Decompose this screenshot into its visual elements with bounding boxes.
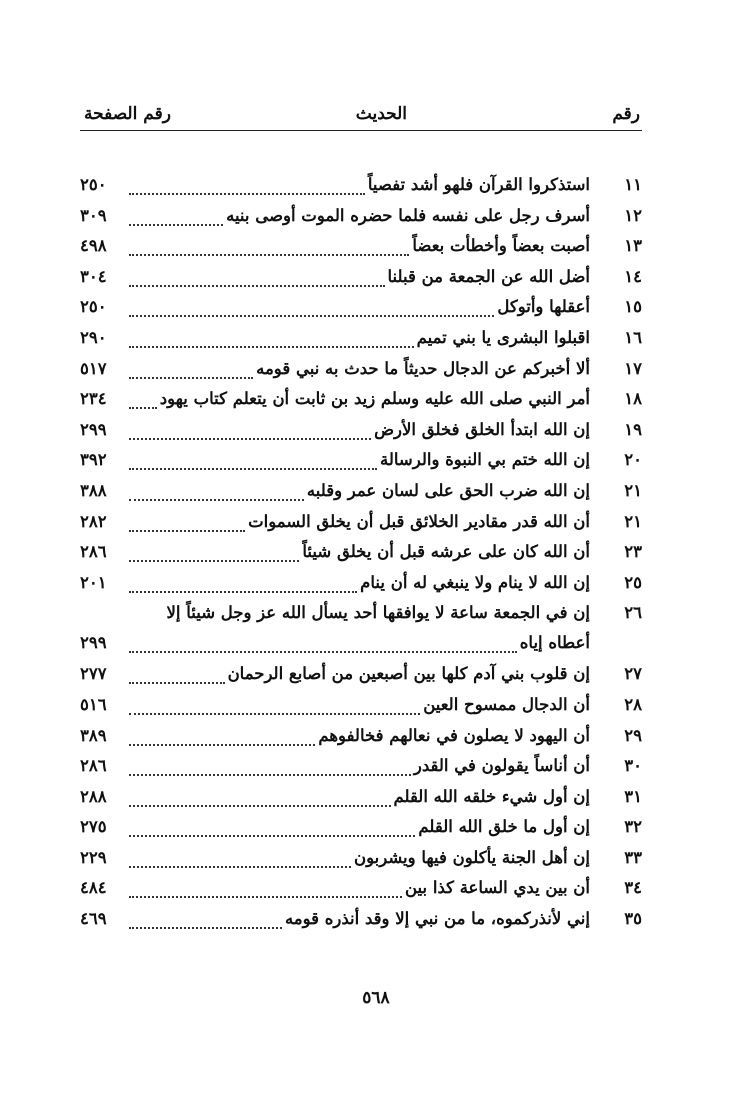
index-row (80, 659, 642, 690)
hadith-text: أن الدجال ممسوح العين (423, 694, 590, 714)
hadith-number: ٣٢ (624, 817, 642, 837)
page-ref: ٢٧٥ (80, 817, 107, 837)
index-row (80, 904, 642, 935)
hadith-number: ١١ (624, 175, 642, 194)
row-body (80, 659, 590, 689)
header-hadith-label: الحديث (355, 104, 407, 124)
page-ref: ٢٨٨ (80, 786, 107, 806)
page-ref: ٣٠٤ (80, 266, 107, 286)
page-ref: ٢٢٩ (80, 847, 107, 867)
hadith-number: ٢٠ (624, 450, 642, 470)
page-number: ٥٦٨ (362, 988, 390, 1008)
hadith-text: أن اليهود لا يصلون في نعالهم فخالفوهم (318, 725, 590, 745)
hadith-text: ألا أخبركم عن الدجال حديثاً ما حدث به نبي قومه (256, 358, 590, 378)
dot-leader (129, 485, 304, 501)
index-row (80, 598, 642, 659)
hadith-number: ١٤ (624, 266, 642, 286)
hadith-number: ٢٩ (624, 725, 642, 745)
index-row (80, 751, 642, 782)
index-row (80, 873, 642, 904)
hadith-text-line1: إن في الجمعة ساعة لا يوافقها أحد يسأل الله عز وجل شيئاً إلا (166, 603, 590, 623)
hadith-number: ٣٣ (624, 847, 642, 867)
dot-leader (129, 791, 391, 807)
dot-leader (129, 760, 411, 776)
header-page-label: رقم الصفحة (84, 104, 171, 124)
row-body (80, 292, 590, 322)
page-ref: ٢٩٩ (80, 419, 107, 439)
dot-leader (129, 730, 315, 746)
row-body (80, 873, 590, 903)
dot-leader (129, 393, 157, 409)
index-row (80, 170, 642, 201)
hadith-text: إني لأنذركموه، ما من نبي إلا وقد أنذره قومه (284, 909, 590, 929)
page-ref: ٣٨٨ (80, 480, 107, 500)
page-ref: ٢٣٤ (80, 389, 107, 409)
hadith-text: أعطاه إياه (519, 633, 590, 653)
hadith-text: إن أول شيء خلقه الله القلم (393, 786, 590, 806)
hadith-text: أصبت بعضاً وأخطأت بعضاً (412, 236, 590, 256)
page-ref: ٢٥٠ (80, 297, 107, 317)
dot-leader (129, 210, 223, 226)
row-body (80, 354, 590, 384)
dot-leader (129, 516, 245, 532)
index-row (80, 323, 642, 354)
page-ref: ٣٨٩ (80, 725, 107, 745)
dot-leader (129, 821, 415, 837)
dot-leader (129, 637, 517, 653)
index-row (80, 812, 642, 843)
hadith-text: إن الله ضرب الحق على لسان عمر وقلبه (306, 480, 590, 500)
hadith-number: ١٨ (624, 389, 642, 409)
index-row (80, 201, 642, 232)
dot-leader (129, 301, 494, 317)
index-row (80, 568, 642, 599)
hadith-number: ٢١ (624, 480, 642, 500)
header-number-label: رقم (612, 104, 640, 124)
hadith-number: ١٣ (624, 236, 642, 256)
hadith-text: أن بين يدي الساعة كذا بين (404, 878, 590, 898)
dot-leader (129, 913, 282, 929)
dot-leader (129, 668, 225, 684)
dot-leader (129, 271, 385, 287)
index-row (80, 262, 642, 293)
hadith-number: ٢٦ (624, 603, 642, 623)
hadith-text: أن الله كان على عرشه قبل أن يخلق شيئاً (302, 542, 590, 562)
dot-leader (129, 546, 299, 562)
page-ref: ٢٠١ (80, 572, 107, 592)
page-ref: ٣٠٩ (80, 205, 107, 225)
row-body (80, 843, 590, 873)
page-ref: ٢٩٩ (80, 633, 107, 653)
hadith-text: إن قلوب بني آدم كلها بين أصبعين من أصابع الرحمان (227, 664, 590, 684)
index-row (80, 415, 642, 446)
page-ref: ٤٩٨ (80, 236, 107, 256)
row-body (80, 904, 590, 934)
page-ref: ٢٥٠ (80, 175, 107, 194)
hadith-number: ٢١ (624, 511, 642, 531)
row-body (80, 782, 590, 812)
index-row (80, 354, 642, 385)
dot-leader (129, 363, 253, 379)
hadith-text: استذكروا القرآن فلهو أشد تفصياً (367, 175, 590, 194)
row-body (80, 262, 590, 292)
index-row (80, 690, 642, 721)
dot-leader (129, 240, 409, 256)
page-ref: ٢٨٢ (80, 511, 107, 531)
hadith-text: أسرف رجل على نفسه فلما حضره الموت أوصى بنيه (226, 205, 590, 225)
dot-leader (129, 699, 420, 715)
index-row (80, 507, 642, 538)
hadith-number: ٣٤ (624, 878, 642, 898)
dot-leader (129, 454, 377, 470)
dot-leader (129, 179, 365, 195)
row-body (80, 201, 590, 231)
hadith-number: ٣١ (624, 786, 642, 806)
row-body (80, 690, 590, 720)
hadith-number: ٣٥ (624, 909, 642, 929)
hadith-number: ٢٥ (624, 572, 642, 592)
hadith-number: ٢٨ (624, 694, 642, 714)
hadith-text: إن الله لا ينام ولا ينبغي له أن ينام (360, 572, 590, 592)
index-row (80, 384, 642, 415)
dot-leader (129, 882, 402, 898)
page-ref: ٢٨٦ (80, 756, 107, 776)
hadith-index-list (80, 170, 642, 935)
row-body (80, 721, 590, 751)
hadith-text: إن الله ابتدأ الخلق فخلق الأرض (374, 419, 590, 439)
page-ref: ٥١٧ (80, 358, 107, 378)
row-body (80, 751, 590, 781)
hadith-number: ٢٧ (624, 664, 642, 684)
dot-leader (129, 424, 371, 440)
index-row (80, 537, 642, 568)
hadith-number: ١٢ (624, 205, 642, 225)
hadith-text: أضل الله عن الجمعة من قبلنا (387, 266, 590, 286)
row-body (80, 476, 590, 506)
row-body (80, 507, 590, 537)
hadith-text: أن الله قدر مقادير الخلائق قبل أن يخلق السموات (248, 511, 590, 531)
page-ref: ٣٩٢ (80, 450, 107, 470)
dot-leader (129, 852, 351, 868)
index-row (80, 721, 642, 752)
hadith-text: اقبلوا البشرى يا بني تميم (416, 327, 590, 347)
dot-leader (129, 332, 414, 348)
dot-leader (129, 577, 357, 593)
index-row (80, 782, 642, 813)
page-ref: ٤٦٩ (80, 909, 107, 929)
index-row (80, 231, 642, 262)
hadith-number: ١٩ (624, 419, 642, 439)
index-row (80, 843, 642, 874)
row-body (80, 384, 590, 414)
row-body (80, 537, 590, 567)
hadith-number: ١٥ (624, 297, 642, 317)
hadith-text: أمر النبي صلى الله عليه وسلم زيد بن ثابت أن يتعلم كتاب يهود (159, 389, 590, 409)
row-body (80, 323, 590, 353)
page-ref: ٢٩٠ (80, 327, 107, 347)
index-row (80, 445, 642, 476)
row-body (80, 568, 590, 598)
hadith-text: إن أول ما خلق الله القلم (418, 817, 590, 837)
hadith-number: ٢٣ (624, 542, 642, 562)
hadith-text: أعقلها وأتوكل (497, 297, 590, 317)
row-body (80, 628, 590, 658)
index-row (80, 476, 642, 507)
hadith-number: ٣٠ (624, 756, 642, 776)
hadith-text: إن أهل الجنة يأكلون فيها ويشربون (354, 847, 590, 867)
hadith-text: إن الله ختم بي النبوة والرسالة (380, 450, 590, 470)
page-ref: ٤٨٤ (80, 878, 107, 898)
hadith-number: ١٦ (624, 327, 642, 347)
row-body (80, 812, 590, 842)
page-ref: ٢٧٧ (80, 664, 107, 684)
page-ref: ٢٨٦ (80, 542, 107, 562)
header-divider (80, 130, 642, 131)
table-header (80, 100, 642, 130)
row-body (80, 170, 590, 200)
index-row (80, 292, 642, 323)
row-body (80, 231, 590, 261)
hadith-text: أن أناساً يقولون في القدر (413, 756, 590, 776)
page-ref: ٥١٦ (80, 694, 107, 714)
row-body (80, 415, 590, 445)
row-body (80, 445, 590, 475)
hadith-number: ١٧ (624, 358, 642, 378)
